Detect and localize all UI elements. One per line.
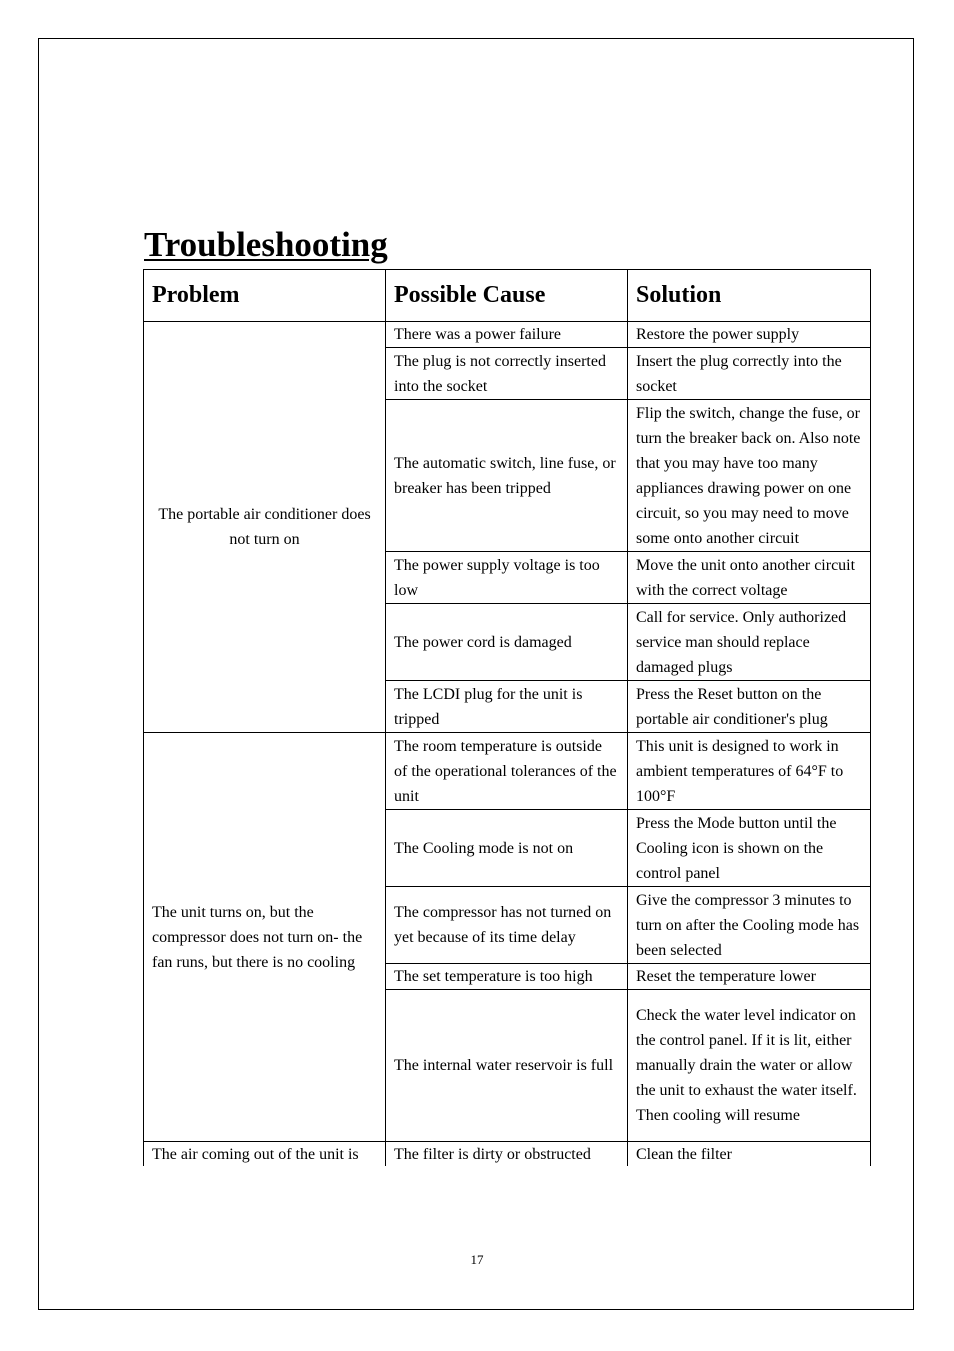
cause-cell: There was a power failure: [386, 322, 628, 348]
solution-cell: Insert the plug correctly into the socket: [628, 348, 871, 400]
page-number: 17: [470, 1252, 484, 1267]
table-row: [144, 1142, 871, 1167]
cause-cell: The internal water reservoir is full: [386, 990, 628, 1142]
troubleshooting-table: [143, 269, 871, 1166]
cause-cell: The plug is not correctly inserted into the socket: [386, 348, 628, 400]
solution-cell: Check the water level indicator on the control panel. If it is lit, either manually drain the water or allow the unit to exhaust the water itself. Then cooling will resume: [628, 990, 871, 1142]
cause-cell: The power cord is damaged: [386, 604, 628, 681]
solution-cell: Call for service. Only authorized service man should replace damaged plugs: [628, 604, 871, 681]
solution-cell: This unit is designed to work in ambient temperatures of 64°F to 100°F: [628, 733, 871, 810]
cause-cell: The filter is dirty or obstructed: [386, 1142, 628, 1167]
cause-cell: The automatic switch, line fuse, or breaker has been tripped: [386, 400, 628, 552]
solution-cell: Press the Reset button on the portable air conditioner's plug: [628, 681, 871, 733]
cause-cell: The Cooling mode is not on: [386, 810, 628, 887]
solution-cell: Press the Mode button until the Cooling icon is shown on the control panel: [628, 810, 871, 887]
solution-cell: Give the compressor 3 minutes to turn on after the Cooling mode has been selected: [628, 887, 871, 964]
header-row: [144, 270, 871, 322]
header-cause: Possible Cause: [386, 270, 628, 322]
solution-cell: Reset the temperature lower: [628, 964, 871, 990]
problem-cell: The unit turns on, but the compressor does not turn on- the fan runs, but there is no cooling: [144, 733, 386, 1142]
solution-cell: Move the unit onto another circuit with the correct voltage: [628, 552, 871, 604]
table-row: [144, 733, 871, 810]
solution-cell: Restore the power supply: [628, 322, 871, 348]
page-title: Troubleshooting: [144, 225, 388, 264]
header-problem: Problem: [144, 270, 386, 322]
problem-cell: The air coming out of the unit is: [144, 1142, 386, 1167]
table-viewport: [143, 269, 871, 1166]
problem-cell: The portable air conditioner does not turn on: [144, 322, 386, 733]
header-solution: Solution: [628, 270, 871, 322]
cause-cell: The compressor has not turned on yet because of its time delay: [386, 887, 628, 964]
table-row: [144, 322, 871, 348]
cause-cell: The LCDI plug for the unit is tripped: [386, 681, 628, 733]
cause-cell: The room temperature is outside of the operational tolerances of the unit: [386, 733, 628, 810]
cause-cell: The power supply voltage is too low: [386, 552, 628, 604]
solution-cell: Flip the switch, change the fuse, or turn the breaker back on. Also note that you may have too many appliances drawing power on one circuit, so you may need to move some onto another circuit: [628, 400, 871, 552]
solution-cell: Clean the filter: [628, 1142, 871, 1167]
cause-cell: The set temperature is too high: [386, 964, 628, 990]
